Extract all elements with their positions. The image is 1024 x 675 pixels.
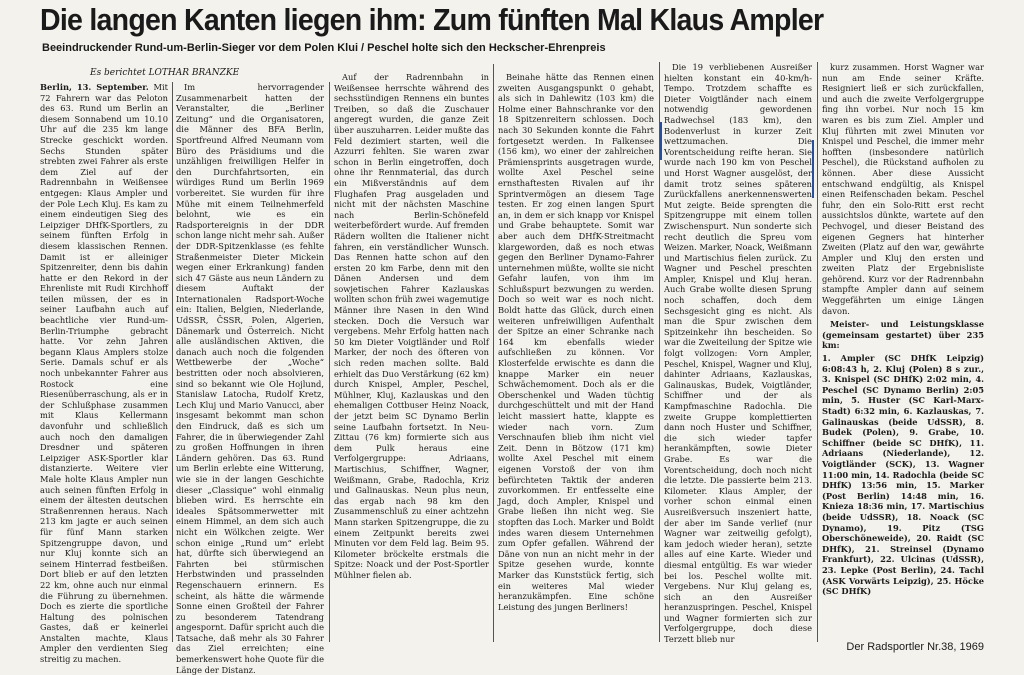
column-3-text: Auf der Radrennbahn in Weißensee herrschte während des sechsstündigen Rennens ein buntes Treiben, so daß die Zuschauer angeregt wurden, die ganze Zeit über auszuharren. Leider mußte das Feld dezimiert starten, weil die Azzurri fehlten. Sie waren zwar schon in Berlin eingetroffen, doch ohne ihr Rennmaterial, das durch ein Mißverständnis auf dem Flughafen Prag ausgeladen und nicht mit der nächsten Maschine nach Berlin-Schönefeld weiterbefördert wurde. Auf fremden Rädern wollten die Italiener nicht fahren, ein verständlicher Wunsch. Das Rennen hatte schon auf den ersten 20 km Farbe, denn mit den Dänen Andersen und dem sowjetischen Fahrer Kazlauskas wollten schon früh zwei wagemutige Männer ihre Nasen in den Wind stecken. Doch die Versuch war vergebens. Mehr Erfolg hatten nach 50 km Dieter Voigtländer und Rolf Marker, der noch des öfteren von sich reden machen sollte. Bald erhielt das Duo Verstärkung (62 km) durch Knispel, Ampler, Peschel, Mühlner, Kluj, Kazlauskas und den ehemaligen Cottbuser Heinz Noack, der jetzt beim SC Dynamo Berlin seine Laufbahn fortsetzt. In Neu-Zittau (76 km) formierte sich aus dem Pulk heraus eine Verfolgergruppe: Adriaans, Martischius, Schiffner, Wagner, Weißmann, Grabe, Radochla, Kriz und Galinauskas. Neun plus neun, das ergab nach 98 km den Zusammenschluß zu einer achtzehn Mann starken Spitzengruppe, die zu einem Zeitpunkt bereits zwei Minuten vor dem Feld lag. Beim 95. Kilometer bröckelte erstmals die Spitze: Noack und der Post-Sportler Mühlner fielen ab. xyxy=(334,72,489,580)
headline: Die langen Kanten liegen ihm: Zum fünften Mal Klaus Ampler xyxy=(40,2,824,37)
article-column-2 xyxy=(176,82,324,675)
article-column-3 xyxy=(334,72,489,642)
highlight-marker xyxy=(812,140,814,198)
article-column-5 xyxy=(664,62,812,645)
article-column-6 xyxy=(822,62,984,642)
dateline: Berlin, 13. September. xyxy=(40,82,149,92)
column-divider xyxy=(493,64,494,642)
column-6-text: kurz zusammen. Horst Wagner war nun am Ende seiner Kräfte. Resigniert ließ er sich zurückfallen, und auch die zweite Verfolgergruppe fing ihn vorbei. Nur noch 15 km waren es bis zum Ziel. Ampler und Kluj führten mit zwei Minuten vor Knispel und Peschel, die immer mehr hofften (insbesondere natürlich Peschel), die Rückstand aufholen zu können. Aber diese Aussicht entschwand endgültig, als Knispel einen Reifenschaden bekam. Peschel fuhr, den ein Solo-Ritt erst recht aussichtslos dünkte, wartete auf den Pechvogel, und dieser Beistand des eigenen Gegners hat hinterher Zweiten (Platz auf den war, gewährte Ampler und Kluj den ersten und zweiten Platz der Ergebnisliste gehörend. Kurz vor der Radrennbahn stampfte Ampler dann auf seinem Weggefährten um einige Längen davon. xyxy=(822,62,984,316)
column-divider xyxy=(172,82,173,642)
column-5-text: Die 19 verbliebenen Ausreißer hielten konstant ein 40-km/h-Tempo. Trotzdem schaffte es Dieter Voigtländer nach einem notwendig gewordenen Radwechsel (183 km), den Bodenverlust in kurzer Zeit wettzumachen. Die Vorentscheidung reifte heran. Sie wurde nach 190 km von Peschel und Horst Wagner ausgelöst, der damit trotz seines späteren Zurückfallens anerkennenswerten Mut zeigte. Beide sprengten die Spitzengruppe mit einem tollen Zwischenspurt. Nun sonderte sich recht deutlich die Spreu vom Weizen. Marker, Noack, Weißmann und Martischius fielen zurück. Zu Wagner und Peschel preschten Ampler, Knispel und Kluj heran. Auch Grabe wollte diesen Sprung noch schaffen, doch dem Sechsgesicht ging es nicht. Als man die Spur zwischen dem Spitzeinkehr ihn bescheiden. So war die Zweiteilung der Spitze wie folgt vollzogen: Vorn Ampler, Peschel, Knispel, Wagner und Kluj, dahinter Adriaans, Kazlauskas, Galinauskas, Budek, Voigtländer, Schiffner und der als Kampfmaschine Radochla. Die zweite Gruppe komplettierten dann noch Huster und Schiffner, die sich wieder tapfer herankämpften, sowie Dieter Grabe. Es war die Vorentscheidung, doch noch nicht die letzte. Die passierte beim 213. Kilometer. Klaus Ampler, der vorher schon einmal einen Ausreißversuch inszeniert hatte, der aber im Sande verlief (nur Wagner war zeitweilig gefolgt), kam jedoch wieder heran), setzte alles auf eine Karte. Wieder und diesmal entgültig. Es war wieder bei los. Peschel wollte mit. Vergebens. Nur Kluj gelang es, sich an den Ausreißer heranzuspringen. Peschel, Knispel und Wagner formierten sich zur Verfolgergruppe, doch diese Terzett blieb nur xyxy=(664,62,812,645)
article-column-4 xyxy=(498,72,654,642)
byline: Es berichtet LOTHAR BRANZKE xyxy=(90,68,240,78)
highlight-marker xyxy=(660,122,662,160)
results-heading: Meister- und Leistungsklasse (gemeinsam gestartet) über 235 km: xyxy=(822,319,984,351)
article-column-1 xyxy=(40,82,168,665)
subheadline: Beeindruckender Rund-um-Berlin-Sieger vor dem Polen Klui / Peschel holte sich den Heckscher-Ehrenpreis xyxy=(42,42,606,54)
column-2-text: Im hervorragender Zusammenarbeit hatten der Veranstalter, die „Berliner Zeitung“ und die Organisatoren, die Männer des BFA Berlin, Sportfreund Alfred Neumann vom Büro des Präsidiums und die unzähligen freiwilligen Helfer in den Durchfahrtsorten, ein würdiges Rund um Berlin 1969 vorbereitet. Sie wurden für ihre Mühe mit einem Teilnehmerfeld belohnt, wie es ein Radsportereignis in der DDR schon lange nicht mehr sah. Außer der DDR-Spitzenklasse (es fehlte Straßenmeister Dieter Mickein wegen einer Erkrankung) fanden sich 47 Gäste aus neun Ländern zu diesem Auftakt der Internationalen Radsport-Woche ein: Italien, Belgien, Niederlande, UdSSR, ČSSR, Polen, Algerien, Dänemark und Österreich. Nicht alle ausländischen Aktiven, die danach auch noch die folgenden Wettbewerbe der „Woche“ bestritten oder noch absolvieren, sind so bekannt wie Ole Hojlund, Stanislaw Latocha, Rudolf Kretz, Lech Kluj und Mario Vanucci, aber insgesamt bekommt man schon den Eindruck, daß es sich um Fahrer, die in überwiegender Zahl zu großen Hoffnungen in ihren Ländern gehören. Das 63. Rund um Berlin erlebte eine Witterung, wie sie in der langen Geschichte dieser „Classique“ wohl einmalig blieben wird. Es herrschte ein ideales Spätsommerwetter mit einem Himmel, an dem sich auch nicht ein Wölkchen zeigte. Wer schon einige „Rund um“ erlebt hat, dürfte sich überwiegend an Fahrten bei stürmischen Herbstwinden und prasselnden Regenschauern erinnern. Es scheint, als hätte die wärmende Sonne einen Großteil der Fahrer zu besonderem Tatendrang angespornt. Dafür spricht auch die Tatsache, daß mehr als 30 Fahrer das Ziel erreichten; eine bemerkenswert hohe Quote für die Länge der Distanz. xyxy=(176,82,324,675)
column-divider xyxy=(329,82,330,642)
results-list: 1. Ampler (SC DHfK Leipzig) 6:08:43 h, 2. Kluj (Polen) 8 s zur., 3. Knispel (SC DHfK) 2:02 min, 4. Peschel (SC Dynamo Berlin) 2:05 min, 5. Huster (SC Karl-Marx-Stadt) 6:32 min, 6. Kazlauskas, 7. Galinauskas (beide UdSSR), 8. Budek (Polen), 9. Grabe, 10. Schiffner (beide SC DHfK), 11. Adriaans (Niederlande), 12. Voigtländer (SCK), 13. Wagner 11:00 min, 14. Radochla (beide SC DHfK) 13:56 min, 15. Marker (Post Berlin) 14:48 min, 16. Knieza 18:36 min, 17. Martischius (beide UdSSR), 18. Noack (SC Dynamo), 19. Pitz (TSG Oberschöneweide), 20. Raidt (SC DHfK), 21. Streinsel (Dynamo Frankfurt), 22. Ulcinas (UdSSR), 23. Lepke (Post Berlin), 24. Tachl (ASK Vorwärts Leipzig), 25. Höcke (SC DHfK) xyxy=(822,353,984,597)
source-caption: Der Radsportler Nr.38, 1969 xyxy=(846,641,984,653)
column-1-text: Mit 72 Fahrern war das Peloton des 63. Rund um Berlin an diesem Sonnabend um 10.10 Uhr auf die 235 km lange Strecke geschickt worden. Sechs Stunden später strebten zwei Fahrer als erste dem Ziel auf der Radrennbahn in Weißensee entgegen: Klaus Ampler und der Pole Lech Kluj. Es kam zu einem eindeutigen Sieg des Leipziger DHfK-Sportlers, zu seinem fünften Erfolg in diesem klassischen Rennen. Damit ist er alleiniger Spitzenreiter, denn bis dahin hatte er den Rekord in der Ehrenliste mit Rudi Kirchhoff teilen müssen, der es in seiner Laufbahn auch auf beachtliche vier Rund-um-Berlin-Triumphe gebracht hatte. Vor zehn Jahren begann Klaus Amplers stolze Serie. Damals schuf er als noch unbekannter Fahrer aus Rostock eine Riesenüberraschung, als er in der Schlußphase zusammen mit Klaus Kellermann davonfuhr und schließlich auch noch den damaligen Dresdner und späteren Leipziger ASK-Sportler klar distanzierte. Weitere vier Male holte Klaus Ampler nun auch seinen fünften Erfolg in einem der ältesten deutschen Straßenrennen heraus. Nach 213 km jagte er auch seinen für fünf Mann starken Spitzengruppe davon, und nur Kluj konnte sich an seinem Hinterrad festbeißen. Dort blieb er auf den letzten 22 km, ohne auch nur einmal die Führung zu übernehmen. Doch es zierte die sportliche Haltung des polnischen Gastes, daß er keinerlei Anstalten machte, Klaus Ampler den verdienten Sieg streitig zu machen. xyxy=(40,82,168,665)
column-4-text: Beinahe hätte das Rennen einen zweiten Ausgangspunkt 0 gehabt, als sich in Dahlewitz (103 km) die Holme einer Bahnschranke vor den 18 Spitzenreitern schlossen. Doch nach 30 Sekunden konnte die Fahrt fortgesetzt werden. In Falkensee (156 km), wo einer der zahlreichen Prämiensprints ausgetragen wurde, wollte Axel Peschel seine ernsthaftesten Rivalen auf ihr Sprintvermögen an diesem Tage testen. Er zog einen langen Spurt an, in dem er sich knapp vor Knispel und Grabe behauptete. Somit war aber auch dem DHfK-Streitmacht klargeworden, daß es noch etwas gegen den Berliner Dynamo-Fahrer unternehmen müßte, wollte sie nicht Gefahr laufen, von ihm im Schlußspurt bezwungen zu werden. Doch so weit war es noch nicht. Boldt hatte das Glück, durch einen weiteren unfreiwilligen Aufenthalt der Spitze an einer Schranke nach 164 km ebenfalls wieder aufschließen zu können. Vor Klosterfelde erwischte es dann die knappe Marker ein neuer Schwächemoment. Doch als er die Oberschenkel und Waden tüchtig durchgeschüttelt und mit der Hand leicht massiert hatte, klappte es wieder nach vorn. Zum Verschnaufen blieb ihm nicht viel Zeit. Denn in Bötzow (171 km) wollte Axel Peschel mit einem eigenen Vorstoß der von ihm befürchteten Taktik der anderen zuvorkommen. Er entfesselte eine Jagd, doch Ampler, Knispel und Grabe ließen ihn nicht weg. Sie stopften das Loch. Marker und Boldt indes waren diesem Unternehmen zum Opfer gefallen. Während der Däne von nun an nicht mehr in der Spitze gesehen wurde, konnte Marker das Kunststück fertig, sich ein weiteres Mal wieder heranzukämpfen. Eine schöne Leistung des jungen Berliners! xyxy=(498,72,654,612)
column-divider xyxy=(817,62,818,642)
